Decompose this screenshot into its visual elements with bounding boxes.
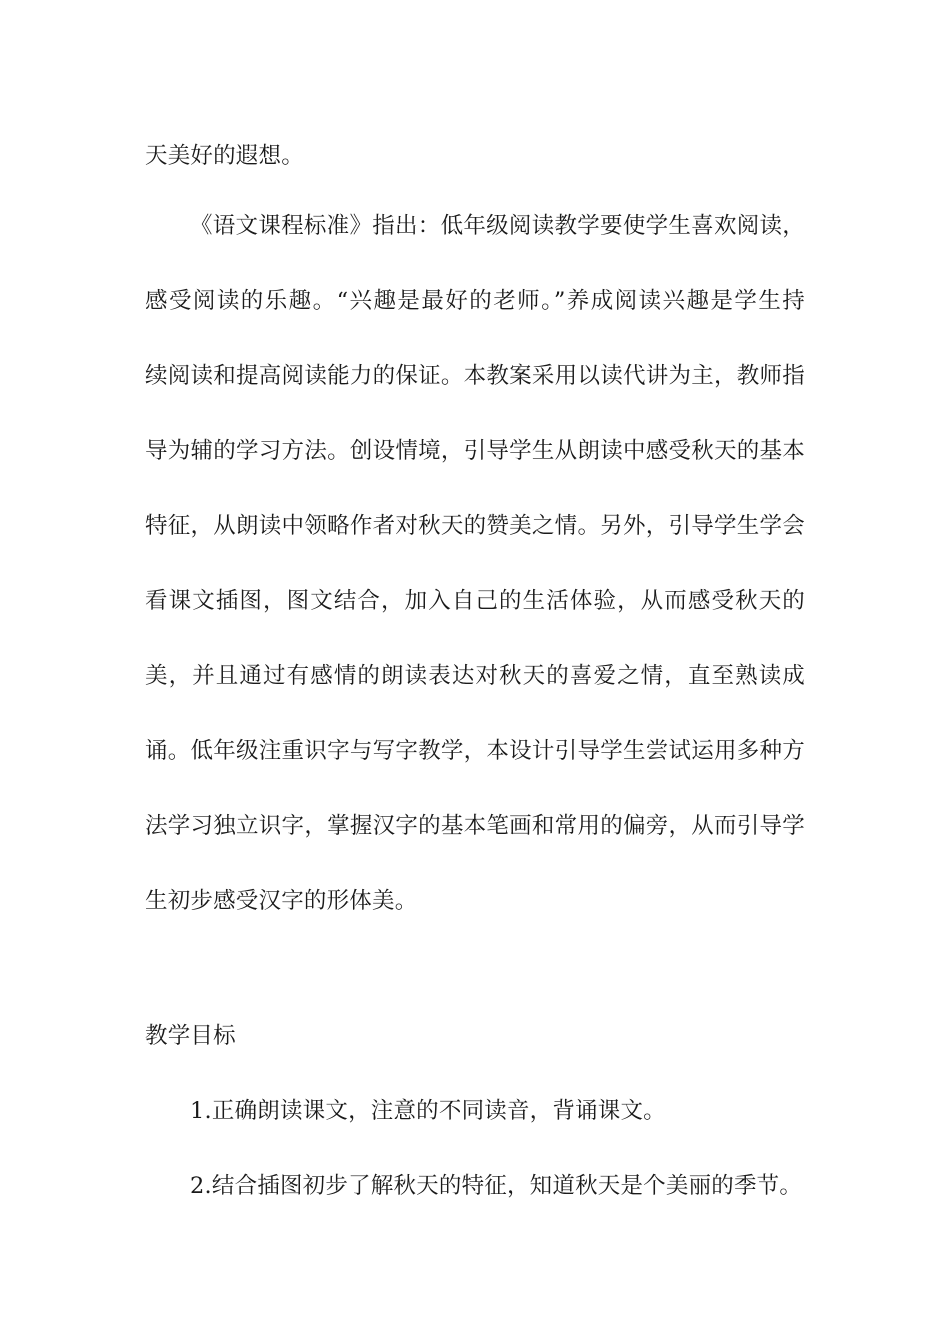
intro-tail-text: 天美好的遐想。	[145, 143, 304, 169]
paragraph-line: 《语文课程标准》指出：低年级阅读教学要使学生喜欢阅读，	[190, 213, 805, 239]
goal-item: 2.结合插图初步了解秋天的特征，知道秋天是个美丽的季节。	[190, 1173, 803, 1199]
paragraph-line: 诵。低年级注重识字与写字教学，本设计引导学生尝试运用多种方	[145, 738, 805, 764]
section-title: 教学目标	[145, 1023, 236, 1049]
goal-item: 1.正确朗读课文，注意的不同读音，背诵课文。	[190, 1098, 666, 1124]
paragraph-line: 看课文插图，图文结合，加入自己的生活体验，从而感受秋天的	[145, 588, 805, 614]
paragraph-line: 特征，从朗读中领略作者对秋天的赞美之情。另外，引导学生学会	[145, 513, 805, 539]
paragraph-line: 续阅读和提高阅读能力的保证。本教案采用以读代讲为主，教师指	[145, 363, 805, 389]
paragraph-line: 导为辅的学习方法。创设情境，引导学生从朗读中感受秋天的基本	[145, 438, 805, 464]
paragraph-line: 感受阅读的乐趣。“兴趣是最好的老师。”养成阅读兴趣是学生持	[145, 288, 805, 314]
paragraph-line: 生初步感受汉字的形体美。	[145, 888, 418, 914]
paragraph-line: 法学习独立识字，掌握汉字的基本笔画和常用的偏旁，从而引导学	[145, 813, 805, 839]
paragraph-line: 美，并且通过有感情的朗读表达对秋天的喜爱之情，直至熟读成	[145, 663, 805, 689]
